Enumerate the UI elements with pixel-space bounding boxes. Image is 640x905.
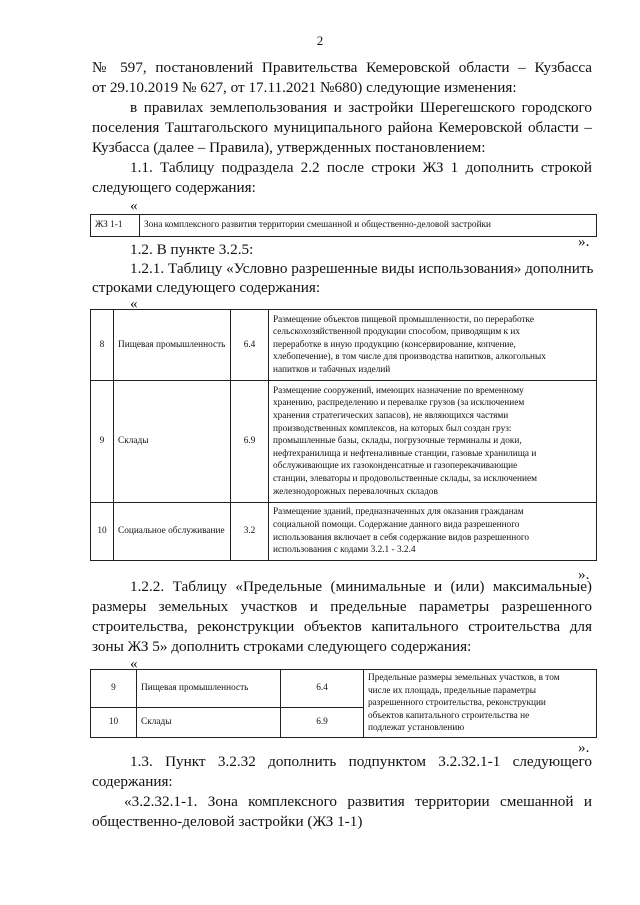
desc-line: Размещение зданий, предназначенных для оказания гражданам — [273, 507, 524, 518]
table-row — [91, 670, 597, 708]
close-quote-3: ». — [578, 739, 590, 756]
zone-code-cell: ЖЗ 1-1 — [91, 215, 140, 237]
use-description — [269, 503, 597, 561]
desc-line: числе их площадь, предельные параметры — [368, 685, 536, 696]
use-code: 6.4 — [281, 670, 364, 708]
desc-line: переработке в иную продукцию (консервирование, копчение, — [273, 339, 516, 350]
use-code: 6.4 — [231, 310, 269, 381]
use-name: Склады — [137, 707, 281, 737]
desc-line: разрешенного строительства, реконструкции — [368, 698, 546, 709]
desc-line: хранения стратегических запасов), не являющихся частями — [273, 411, 509, 422]
item-1-3-line-1: 1.3. Пункт 3.2.32 дополнить подпунктом 3.2.32.1-1 следующего — [130, 753, 592, 770]
zone-table — [90, 214, 597, 237]
desc-line: напитков и табачных изделий — [273, 364, 391, 375]
desc-line: обслуживающие их газоконденсатные и газоперекачивающие — [273, 461, 518, 472]
open-quote: « — [130, 197, 138, 214]
desc-line: Предельные размеры земельных участков, в том — [368, 673, 560, 683]
rules-line-1: в правилах землепользования и застройки Шерегешского городского — [130, 99, 592, 116]
item-1-2-2-line-4: зоны ЖЗ 5» дополнить строками следующего содержания: — [92, 638, 472, 655]
desc-line: производственных комплексов, на которых был создан груз: — [273, 423, 512, 434]
desc-line: железнодорожных перевалочных складов — [273, 486, 438, 497]
item-1-2-1-line-2: строками следующего содержания: — [92, 279, 321, 296]
use-code: 6.9 — [281, 707, 364, 737]
desc-line: использования включает в себя содержание видов разрешенного — [273, 532, 530, 543]
item-1-2-1-line-1: 1.2.1. Таблицу «Условно разрешенные виды использования» дополнить — [130, 260, 594, 277]
desc-line: хлебопечение), в том числе для производства напитков, алкогольных — [273, 352, 546, 363]
final-line-2: общественно-деловой застройки (ЖЗ 1-1) — [92, 813, 363, 830]
page-number: 2 — [316, 33, 324, 48]
desc-line: объектов капитального строительства не — [368, 710, 530, 721]
item-1-1-line-2: следующего содержания: — [92, 179, 256, 196]
desc-line: хранению, распределению и перевалке грузов (за исключением — [273, 398, 525, 409]
intro-line-1: № 597, постановлений Правительства Кемеровской области – Кузбасса — [92, 59, 592, 76]
open-quote: « — [130, 295, 138, 312]
table-row — [91, 503, 597, 561]
rules-line-3: Кузбасса (далее – Правила), утвержденных постановлением: — [92, 139, 486, 156]
item-1-2-2-line-3: строительства, реконструкции объектов капитального строительства для — [92, 618, 592, 635]
desc-line: промышленные базы, склады, погрузочные терминалы и доки, — [273, 436, 522, 447]
use-description — [269, 310, 597, 381]
desc-line: подлежат установлению — [368, 723, 465, 734]
table-row — [91, 310, 597, 381]
use-code: 6.9 — [231, 381, 269, 503]
close-quote-2: ». — [578, 566, 590, 583]
row-number: 8 — [91, 310, 114, 381]
use-name: Склады — [114, 381, 231, 503]
item-1-2-2-line-2: размеры земельных участков и предельные параметры разрешенного — [92, 598, 592, 615]
use-name: Пищевая промышленность — [114, 310, 231, 381]
final-line-1: «3.2.32.1-1. Зона комплексного развития территории смешанной и — [124, 793, 592, 810]
desc-line: Размещение сооружений, имеющих назначение по временному — [273, 385, 524, 396]
limits-description — [364, 670, 597, 738]
use-code: 3.2 — [231, 503, 269, 561]
item-1-2: 1.2. В пункте 3.2.5: — [130, 241, 254, 258]
limits-table — [90, 669, 597, 738]
desc-line: социальной помощи. Содержание данного вида разрешенного — [273, 519, 520, 530]
open-quote: « — [130, 655, 138, 672]
close-quote-1: ». — [578, 233, 590, 250]
desc-line: использования с кодами 3.2.1 - 3.2.4 — [273, 545, 416, 556]
item-1-1-line-1: 1.1. Таблицу подраздела 2.2 после строки ЖЗ 1 дополнить строкой — [130, 159, 592, 176]
table-row — [91, 381, 597, 503]
row-number: 10 — [91, 503, 114, 561]
desc-line: нефтехранилища и нефтеналивные станции, газовые хранилища и — [273, 448, 537, 459]
row-number: 9 — [91, 381, 114, 503]
desc-line: сельскохозяйственной продукции способом, приводящим к их — [273, 327, 521, 338]
use-name: Социальное обслуживание — [114, 503, 231, 561]
use-name: Пищевая промышленность — [137, 670, 281, 708]
item-1-3-line-2: содержания: — [92, 773, 173, 790]
conditional-uses-table — [90, 309, 597, 561]
table-row — [91, 215, 597, 237]
desc-line: Размещение объектов пищевой промышленности, по переработке — [273, 314, 534, 325]
rules-line-2: поселения Таштагольского муниципального района Кемеровской области – — [92, 119, 592, 136]
use-description — [269, 381, 597, 503]
zone-name-cell: Зона комплексного развития территории смешанной и общественно-деловой застройки — [140, 215, 597, 237]
item-1-2-2-line-1: 1.2.2. Таблицу «Предельные (минимальные и (или) максимальные) — [130, 578, 592, 595]
desc-line: станции, элеваторы и продовольственные склады, за исключением — [273, 473, 538, 484]
intro-line-2: от 29.10.2019 № 627, от 17.11.2021 №680) следующие изменения: — [92, 79, 517, 96]
row-number: 10 — [91, 707, 137, 737]
row-number: 9 — [91, 670, 137, 708]
